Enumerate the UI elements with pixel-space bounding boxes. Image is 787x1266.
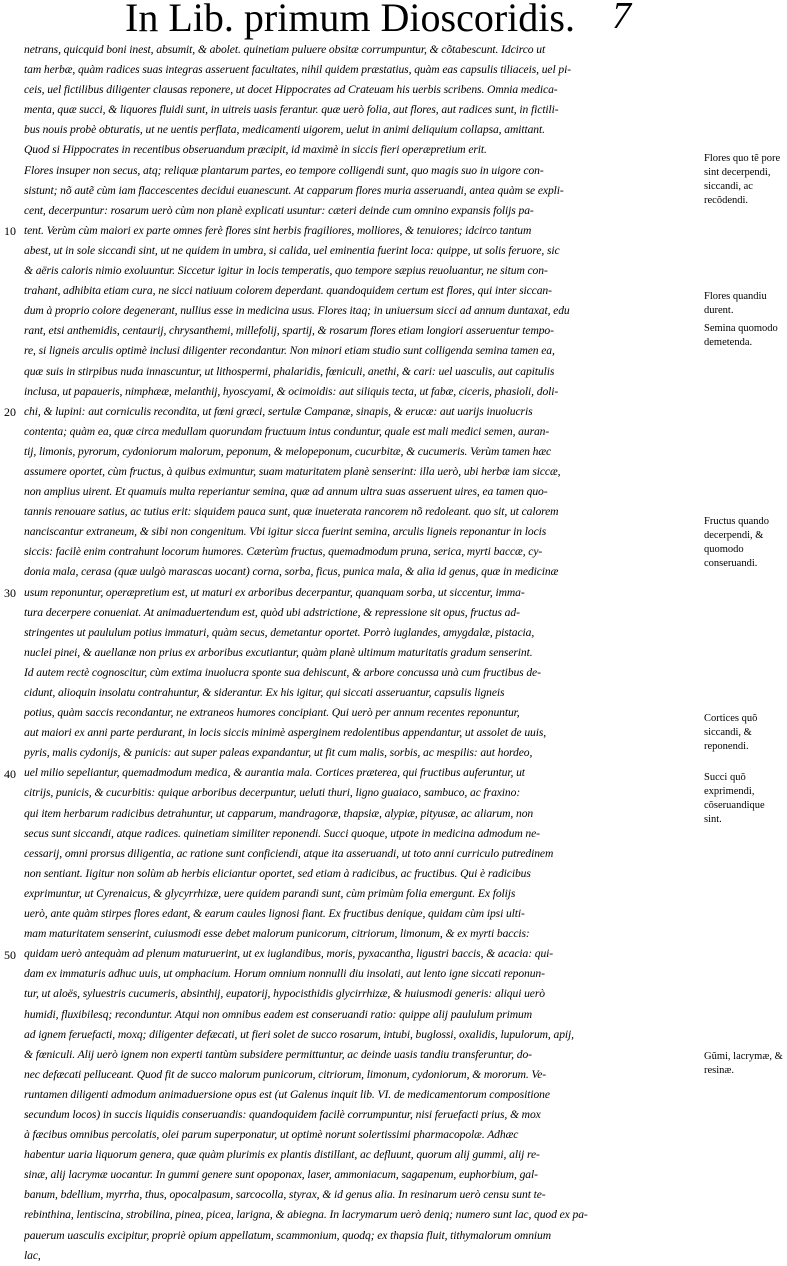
margin-note-seeds: Semina quomodo demetenda. bbox=[704, 323, 778, 348]
text-line: quæ suis in stirpibus nuda innascuntur, ut lithospermi, phalaridis, fœniculi, anethi, & cari: uel uasculis, aut capitulis bbox=[24, 364, 555, 378]
text-line: citrijs, punicis, & cucurbitis: quique arboribus decerpuntur, ueluti thuri, ligno guaiaco, sambuco, ac fraxino: bbox=[24, 786, 521, 800]
text-line: banum, bdellium, myrrha, thus, opocalpasum, sarcocolla, styrax, & id genus alia. In resinarum uerò censu sunt te- bbox=[24, 1188, 546, 1202]
text-line: cent, decerpuntur: rosarum uerò cùm non planè explicati usuntur: cæteri deinde cum omnino expansis folijs pa- bbox=[24, 203, 534, 217]
text-line: donia mala, cerasa (quæ uulgò marascas uocant) corna, sorba, ficus, punica mala, & alia id genus, quæ in medicinæ bbox=[24, 565, 559, 579]
text-line: sistunt; nõ autẽ cùm iam flaccescentes decidui euanescunt. At capparum flores muria asseruandi, antea quàm se expli- bbox=[24, 183, 564, 197]
text-line: exprimuntur, ut Cyrenaicus, & glycyrrhizæ, uere quidem parandi sunt, cùm primùm folia emergunt. Ex folijs bbox=[24, 886, 516, 900]
margin-note-flowers-harvest: Flores quo tẽ pore sint decerpendi, siccandi, ac recõdendi. bbox=[704, 153, 781, 206]
text-line: rebinthina, lentiscina, strobilina, pinea, picea, larigna, & abiegna. In lacrymarum uerò deniq; numero sunt lac, quod ex pa- bbox=[24, 1208, 588, 1222]
text-line: rant, etsi anthemidis, centaurij, chrysanthemi, millefolij, spartij, & rosarum flores etiam longiori asseruentur tempo- bbox=[24, 324, 554, 338]
text-line: Quod si Hippocrates in recentibus obseruandum præcipit, id maximè in siccis fieri operæpretium erit. bbox=[24, 143, 487, 157]
text-line: dum à proprio colore degenerant, nullius esse in medicina usus. Flores itaq; in uniuersum sicci ad annum duntaxat, edu bbox=[24, 304, 570, 318]
text-line: tent. Verùm cùm maiori ex parte omnes ferè flores sint herbis fragiliores, molliores, & tenuiores; idcirco tantum bbox=[24, 223, 532, 237]
text-line: tannis renouare satius, ac tutius erit: siquidem pauca sunt, quæ inueterata rancorem nõ redoleant. quo sit, ut calorem bbox=[24, 505, 559, 519]
text-line: Id autem rectè cognoscitur, cùm extima inuolucra sponte sua dehiscunt, & arbore concussa unà cum fructibus de- bbox=[24, 665, 541, 679]
line-number-50: 50 bbox=[4, 948, 16, 962]
text-line: abest, ut in sole siccandi sint, ut ne quidem in umbra, si calida, uel eminentia fuerint loca: quippe, ut solis feruore, sic bbox=[24, 243, 560, 257]
text-line: secus sunt siccandi, atque radices. quinetiam similiter reponendi. Succi quoque, utpote in medicina admodum ne- bbox=[24, 826, 540, 840]
text-line: cidunt, alioquin insolatu contrahuntur, & siderantur. Ex his igitur, qui siccati asseruantur, capsulis ligneis bbox=[24, 686, 505, 699]
text-line: non sentiant. Iigitur non solùm ab herbis eliciantur oportet, sed etiam à radicibus, ac fructibus. Qui è radicibus bbox=[24, 866, 531, 880]
text-line: dam ex immaturis adhuc uuis, ut omphacium. Horum omnium nonnulli diu insolati, aut lento igne siccati reponun- bbox=[24, 967, 545, 981]
text-line: nuclei pinei, & auellanæ non prius ex arboribus excutiantur, quàm planè ultimum maturitatis gradum senserint. bbox=[24, 645, 533, 659]
line-number-40: 40 bbox=[4, 767, 16, 781]
text-line: menta, quæ succi, & liquores fluidi sunt, in uitreis uasis ferantur. quæ uerò folia, aut flores, aut radices sunt, in fictili- bbox=[24, 103, 559, 117]
text-line: humidi, fluxibilesq; reconduntur. Atqui non omnibus eadem est conseruandi ratio: quippe alij paululum primum bbox=[24, 1007, 532, 1021]
margin-note-gums: Gũmi, lacrymæ, & resinæ. bbox=[704, 1051, 783, 1076]
running-title: In Lib. primum Dioscoridis. bbox=[125, 0, 575, 40]
text-line: à fæcibus omnibus percolatis, olei parum superponatur, ut optimè norunt solertissimi pharmacopolæ. Adhæc bbox=[24, 1128, 519, 1142]
text-line: runtamen diligenti admodum animaduersione opus est (ut Galenus inquit lib. VI. de medicamentorum compositione bbox=[24, 1087, 550, 1101]
text-line: assumere oportet, cùm fructus, à quibus eximuntur, suam maturitatem planè senserint: illa uerò, ubi herbæ iam siccæ, bbox=[24, 464, 561, 478]
text-line: siccis: facilè enim contrahunt locorum humores. Cæterùm fructus, quemadmodum pruna, serica, myrti baccæ, cy- bbox=[24, 545, 543, 559]
text-line: Flores insuper non secus, atq; reliquæ plantarum partes, eo tempore colligendi sunt, quo magis suo in uigore con- bbox=[24, 163, 544, 177]
text-line: cessarij, omni prorsus diligentia, ac ratione sunt conficiendi, atque ita asseruandi, ut toto anni curriculo putredinem bbox=[24, 846, 554, 860]
page-header bbox=[0, 0, 787, 40]
line-number-10: 10 bbox=[4, 224, 16, 238]
text-line: qui item herbarum radicibus detrahuntur, ut capparum, mandragoræ, thapsiæ, alypiæ, pityusæ, ac aliarum, non bbox=[24, 806, 534, 820]
text-line: sinæ, alij lacrymæ uocantur. In gummi genere sunt opoponax, laser, ammoniacum, sagapenum, euphorbium, gal- bbox=[24, 1168, 538, 1182]
text-line: tura decerpere conueniat. At animaduertendum est, quòd ubi adstrictione, & repressione sit opus, fructus ad- bbox=[24, 605, 520, 619]
text-line: quidam uerò antequàm ad plenum maturuerint, ut ex iuglandibus, moris, pyxacantha, ligustri baccis, & acacia: qui- bbox=[24, 947, 554, 961]
margin-note-barks: Cortices quõ siccandi, & reponendi. bbox=[704, 713, 758, 752]
text-line: aut maiori ex anni parte perdurant, in locis siccis minimè asperginem redolentibus appendantur, ut assolet de uuis, bbox=[24, 726, 547, 740]
text-line: bus nouis probè obturatis, ut ne uentis perflata, medicamenti uigorem, uelut in animi deliquium collapsa, amittant. bbox=[24, 123, 545, 137]
line-number-30: 30 bbox=[4, 586, 16, 600]
text-line: pyris, malis cydonijs, & punicis: aut super paleas expandantur, ut fit cum malis, sorbis, ac mespilis: aut hordeo, bbox=[24, 746, 533, 760]
page-number: 7 bbox=[612, 0, 631, 37]
text-line: uerò, ante quàm stirpes flores edant, & earum caules lignosi fiant. Ex fructibus denique, quidam cùm ipsi ulti- bbox=[24, 907, 525, 921]
text-line: lac, bbox=[24, 1248, 41, 1262]
text-line: netrans, quicquid boni inest, absumit, & abolet. quinetiam puluere obsitæ corrumpuntur, & cõtabescunt. Idcirco ut bbox=[24, 43, 546, 56]
text-line: stringentes ut paululum potius immaturi, quàm secus, demetantur oportet. Porrò iuglandes, amygdalæ, pistacia, bbox=[24, 625, 535, 639]
margin-note-flowers-duration: Flores quandiu durent. bbox=[704, 291, 767, 316]
text-line: contenta; quàm ea, quæ circa medullam quorundam fructuum intus conduntur, quale est mali medici semen, auran- bbox=[24, 424, 550, 438]
text-line: non amplius uirent. Et quamuis multa reperiantur semina, quæ ad annum ultra suas asseruent uires, ea tamen quo- bbox=[24, 485, 548, 499]
text-line: uel milio sepeliantur, quemadmodum medica, & aurantia mala. Cortices præterea, qui fructibus auferuntur, ut bbox=[24, 766, 525, 780]
text-line: chi, & lupini: aut corniculis recondita, ut fœni græci, sertulæ Campanæ, sinapis, & erucæ: aut uarijs inuolucris bbox=[24, 404, 533, 418]
text-line: nec defæcati pelluceant. Quod fit de succo malorum punicorum, citriorum, limonum, cydoniorum, & mororum. Ve- bbox=[24, 1067, 547, 1081]
margin-note-fruits: Fructus quando decerpendi, & quomodo conseruandi. bbox=[704, 516, 770, 569]
text-line: ceis, uel fictilibus diligenter clausas reponere, ut docet Hippocrates ad Crateuam his uerbis scribens. Omnia medica- bbox=[24, 83, 558, 97]
text-line: tij, limonis, pyrorum, cydoniorum malorum, peponum, & melopeponum, cucurbitæ, & cucumeris. Verùm tamen hæc bbox=[24, 444, 552, 458]
text-line: ad ignem feruefacti, moxq; diligenter defæcati, ut fieri solet de succo rosarum, intubi, buglossi, oxalidis, lupulorum, apij, bbox=[24, 1027, 574, 1041]
text-line: inclusa, ut papaueris, nimphææ, melanthij, hyoscyami, & ocimoidis: aut siliquis tecta, ut fabæ, ciceris, phasioli, doli- bbox=[24, 384, 559, 398]
text-line: trahant, adhibita etiam cura, ne sicci natiuum colorem deperdant. quandoquidem certum est flores, qui inter siccan- bbox=[24, 284, 552, 298]
text-line: & fœniculi. Alij uerò ignem non experti tantùm subsidere permittuntur, ac deinde uasis tandiu transferuntur, do- bbox=[24, 1047, 532, 1061]
text-line: habentur uaria liquorum genera, quæ quàm plurimis ex plantis distillant, ac defluunt, quorum alij gummi, alij re- bbox=[24, 1148, 540, 1162]
text-line: pauerum uasculis excipitur, propriè opium appellatum, scammonium, quodq; ex thapsia fluit, tithymalorum omnium bbox=[24, 1228, 551, 1242]
text-line: usum reponuntur, operæpretium est, ut maturi ex arboribus decerpantur, quanquam sorba, ut siccentur, imma- bbox=[24, 585, 525, 599]
line-number-20: 20 bbox=[4, 405, 16, 419]
text-line: & aëris caloris nimio exoluuntur. Siccetur igitur in locis temperatis, quo tempore sæpius reuoluantur, ne situm con- bbox=[24, 264, 548, 278]
text-line: potius, quàm saccis recondantur, ne extraneos humores concipiant. Qui uerò per annum recentes reponuntur, bbox=[24, 706, 520, 720]
text-line: nanciscantur extraneum, & sibi non congenitum. Vbi igitur sicca fuerint semina, arculis ligneis reponantur in locis bbox=[24, 525, 547, 539]
text-line: re, si ligneis arculis optimè inclusi diligenter recondantur. Non minori etiam studio sunt colligenda semina tamen ea, bbox=[24, 344, 555, 358]
text-line: tam herbæ, quàm radices suas integras asseruent facultates, nihil quidem præstatius, quàm eas capsulis tiliaceis, uel pi- bbox=[24, 63, 571, 77]
text-line: tur, ut aloës, syluestris cucumeris, absinthij, eupatorij, hypocisthidis glycirrhizæ, & huiusmodi generis: aliqui uerò bbox=[24, 987, 545, 1001]
text-line: secundum locos) in succis liquidis conseruandis: quandoquidem facilè corrumpuntur, nisi feruefacti prius, & mox bbox=[24, 1107, 541, 1121]
text-line: mam maturitatem senserint, cuiusmodi esse debet malorum punicorum, citriorum, limonum, & ex myrti baccis: bbox=[24, 927, 530, 941]
margin-note-juices: Succi quõ exprimendi, cõseruandique sint. bbox=[704, 772, 765, 825]
body-text bbox=[24, 40, 700, 1266]
